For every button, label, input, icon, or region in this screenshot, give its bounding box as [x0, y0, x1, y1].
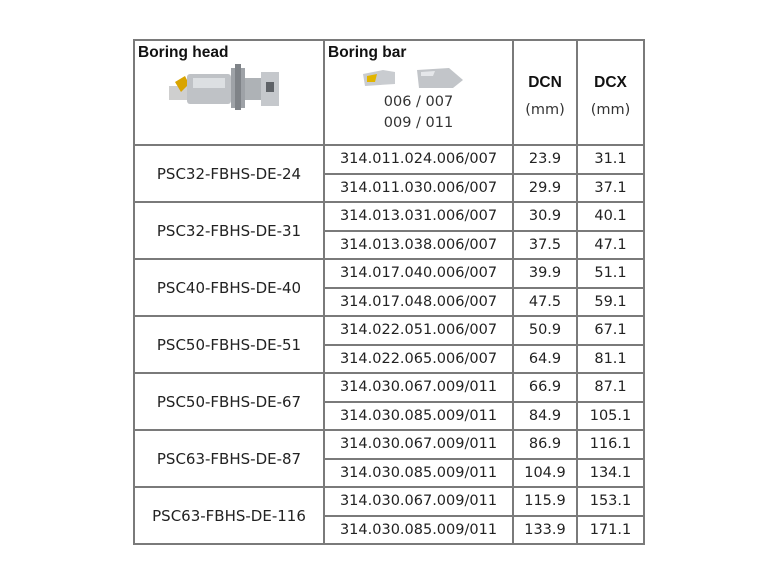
dcn-unit: (mm)	[525, 101, 565, 118]
dcn-cell: 23.9	[513, 145, 577, 174]
dcn-cell: 37.5	[513, 231, 577, 260]
header-row	[134, 40, 644, 145]
dcx-header	[577, 40, 644, 145]
boring-head-cell: PSC32-FBHS-DE-31	[134, 202, 324, 259]
dcx-cell: 67.1	[577, 316, 644, 345]
dcx-cell: 116.1	[577, 430, 644, 459]
boring-bar-cell: 314.022.065.006/007	[324, 345, 513, 374]
boring-head-cell: PSC40-FBHS-DE-40	[134, 259, 324, 316]
dcn-cell: 64.9	[513, 345, 577, 374]
dcn-cell: 47.5	[513, 288, 577, 317]
dcx-cell: 87.1	[577, 373, 644, 402]
dcx-cell: 31.1	[577, 145, 644, 174]
bar-variants-line1: 006 / 007	[383, 94, 454, 110]
boring-head-cell: PSC32-FBHS-DE-24	[134, 145, 324, 202]
dcn-cell: 29.9	[513, 174, 577, 203]
dcx-cell: 171.1	[577, 516, 644, 545]
dcn-cell: 115.9	[513, 487, 577, 516]
boring-bar-cell: 314.030.067.009/011	[324, 430, 513, 459]
boring-bar-cell: 314.030.085.009/011	[324, 459, 513, 488]
boring-bar-image	[325, 66, 511, 92]
dcx-unit: (mm)	[590, 101, 631, 118]
dcx-cell: 59.1	[577, 288, 644, 317]
dcx-cell: 81.1	[577, 345, 644, 374]
boring-bar-cell: 314.013.031.006/007	[324, 202, 513, 231]
dcx-cell: 105.1	[577, 402, 644, 431]
table-row	[134, 430, 644, 459]
boring-head-title: Boring head	[138, 44, 229, 61]
boring-head-header	[134, 40, 324, 145]
dcx-cell: 134.1	[577, 459, 644, 488]
boring-bar-cell: 314.017.048.006/007	[324, 288, 513, 317]
dcn-cell: 84.9	[513, 402, 577, 431]
dcx-cell: 51.1	[577, 259, 644, 288]
spec-table	[133, 39, 645, 545]
boring-bar-cell: 314.011.030.006/007	[324, 174, 513, 203]
table-row	[134, 202, 644, 231]
dcn-cell: 50.9	[513, 316, 577, 345]
table-row	[134, 316, 644, 345]
dcn-cell: 30.9	[513, 202, 577, 231]
boring-bar-cell: 314.030.085.009/011	[324, 402, 513, 431]
boring-bar-cell: 314.013.038.006/007	[324, 231, 513, 260]
dcn-cell: 104.9	[513, 459, 577, 488]
dcx-cell: 47.1	[577, 231, 644, 260]
table-row	[134, 259, 644, 288]
dcn-header	[513, 40, 577, 145]
boring-bar-cell: 314.030.067.009/011	[324, 487, 513, 516]
table-row	[134, 145, 644, 174]
dcn-title: DCN	[528, 73, 562, 91]
table-body	[134, 145, 644, 544]
dcx-cell: 37.1	[577, 174, 644, 203]
boring-bar-header	[324, 40, 513, 145]
bar-variants-line2: 009 / 011	[383, 115, 454, 131]
boring-bar-cell: 314.022.051.006/007	[324, 316, 513, 345]
boring-bar-title: Boring bar	[328, 44, 407, 61]
dcx-title: DCX	[594, 73, 627, 91]
boring-head-cell: PSC63-FBHS-DE-116	[134, 487, 324, 544]
boring-head-cell: PSC50-FBHS-DE-51	[134, 316, 324, 373]
dcn-cell: 39.9	[513, 259, 577, 288]
boring-bar-cell: 314.017.040.006/007	[324, 259, 513, 288]
boring-head-image	[135, 64, 321, 110]
dcx-cell: 40.1	[577, 202, 644, 231]
dcx-cell: 153.1	[577, 487, 644, 516]
dcn-cell: 86.9	[513, 430, 577, 459]
table-row	[134, 487, 644, 516]
boring-bar-cell: 314.030.067.009/011	[324, 373, 513, 402]
boring-bar-cell: 314.030.085.009/011	[324, 516, 513, 545]
dcn-cell: 133.9	[513, 516, 577, 545]
dcn-cell: 66.9	[513, 373, 577, 402]
boring-head-cell: PSC50-FBHS-DE-67	[134, 373, 324, 430]
boring-bar-cell: 314.011.024.006/007	[324, 145, 513, 174]
boring-head-cell: PSC63-FBHS-DE-87	[134, 430, 324, 487]
table-row	[134, 373, 644, 402]
